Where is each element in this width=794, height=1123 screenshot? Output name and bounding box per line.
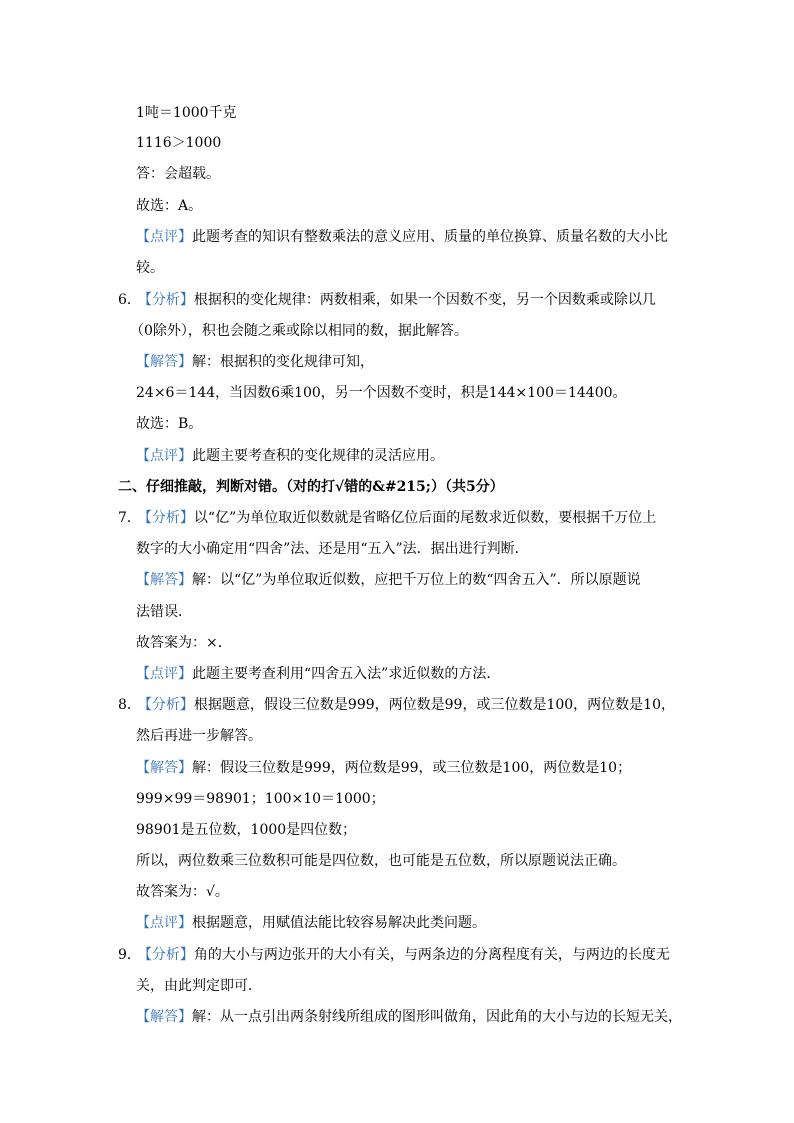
line-text: 以“亿”为单位取近似数就是省略亿位后面的尾数求近似数，要根据千万位上 <box>193 510 657 526</box>
question-number: 7． <box>118 510 141 526</box>
line-text: 数字的大小确定用“四舍”法、还是用“五入”法．据出进行判断． <box>136 541 529 557</box>
answer-tag: 【解答】 <box>136 1009 192 1025</box>
question-9-analysis <box>118 945 670 965</box>
line-text: 根据积的变化规律：两数相乘，如果一个因数不变，另一个因数乘或除以几 <box>193 292 656 308</box>
line-text: 解：以“亿”为单位取近似数，应把千万位上的数“四舍五入”．所以原题说 <box>192 572 641 588</box>
comment-tag: 【点评】 <box>136 448 192 464</box>
line-text: 较。 <box>136 260 164 276</box>
line-text: 此题主要考查积的变化规律的灵活应用。 <box>192 448 444 464</box>
line-text: 然后再进一步解答。 <box>136 728 262 744</box>
text-line <box>136 164 220 184</box>
answer-tag: 【解答】 <box>136 760 192 776</box>
analysis-tag: 【分析】 <box>144 697 194 713</box>
line-text: 故选：A。 <box>136 198 203 214</box>
section-heading <box>118 477 504 497</box>
analysis-tag: 【分析】 <box>144 947 194 963</box>
line-text: 解：假设三位数是999，两位数是99，或三位数是100，两位数是10； <box>192 760 632 776</box>
question-6-analysis <box>118 290 656 310</box>
text-line <box>136 103 237 123</box>
text-line <box>136 882 229 902</box>
comment-line <box>136 913 486 933</box>
question-number: 6． <box>118 292 141 308</box>
line-text: 解：从一点引出两条射线所组成的图形叫做角，因此角的大小与边的长短无关， <box>192 1009 682 1025</box>
text-line <box>136 539 529 559</box>
line-text: 24×6＝144，当因数6乘100，另一个因数不变时，积是144×100＝14400。 <box>136 385 627 401</box>
answer-line <box>136 352 374 372</box>
answer-tag: 【解答】 <box>136 572 192 588</box>
line-text: 根据题意，假设三位数是999，两位数是99，或三位数是100，两位数是10， <box>193 697 675 713</box>
question-7-analysis <box>118 508 656 528</box>
line-text: 故答案为：×． <box>136 635 232 651</box>
line-text: 此题主要考查利用“四舍五入法”求近似数的方法． <box>192 666 501 682</box>
answer-line <box>136 758 631 778</box>
text-line <box>136 976 262 996</box>
answer-line <box>136 570 641 590</box>
text-line <box>136 726 262 746</box>
answer-line <box>136 1007 682 1027</box>
text-line <box>136 383 627 403</box>
line-text: 答：会超载。 <box>136 166 220 182</box>
text-line <box>136 851 626 871</box>
line-text: 999×99＝98901；100×10＝1000； <box>136 791 385 807</box>
line-text: 根据题意，用赋值法能比较容易解决此类问题。 <box>192 915 486 931</box>
analysis-tag: 【分析】 <box>144 292 194 308</box>
comment-tag: 【点评】 <box>136 666 192 682</box>
text-line <box>136 820 356 840</box>
comment-tag: 【点评】 <box>136 915 192 931</box>
question-number: 8． <box>118 697 141 713</box>
text-line <box>136 789 385 809</box>
text-line <box>130 321 468 341</box>
text-line <box>136 602 192 622</box>
analysis-tag: 【分析】 <box>144 510 194 526</box>
comment-line <box>136 664 500 684</box>
text-line <box>136 414 202 434</box>
line-text: 关，由此判定即可． <box>136 978 262 994</box>
text-line <box>136 133 221 153</box>
comment-line <box>136 446 444 466</box>
question-number: 9． <box>118 947 141 963</box>
line-text: 故选：B。 <box>136 416 203 432</box>
line-text: 1116＞1000 <box>136 135 222 151</box>
line-text: 此题考查的知识有整数乘法的意义应用、质量的单位换算、质量名数的大小比 <box>192 229 668 245</box>
line-text: 角的大小与两边张开的大小有关，与两条边的分离程度有关，与两边的长度无 <box>193 947 670 963</box>
comment-tag: 【点评】 <box>136 229 192 245</box>
text-line <box>136 196 202 216</box>
line-text: 解：根据积的变化规律可知， <box>192 354 374 370</box>
comment-line <box>136 227 668 247</box>
line-text: 1吨＝1000千克 <box>136 105 237 121</box>
line-text: 法错误． <box>136 604 192 620</box>
text-line <box>136 633 232 653</box>
answer-tag: 【解答】 <box>136 354 192 370</box>
question-8-analysis <box>118 695 675 715</box>
section-heading-text: 二、仔细推敲，判断对错。（对的打√错的&#215;）（共5分） <box>118 479 504 495</box>
line-text: （0除外），积也会随之乘或除以相同的数，据此解答。 <box>130 323 468 339</box>
text-line <box>136 258 164 278</box>
line-text: 故答案为：√。 <box>136 884 229 900</box>
line-text: 98901是五位数，1000是四位数； <box>136 822 357 838</box>
line-text: 所以，两位数乘三位数积可能是四位数，也可能是五位数，所以原题说法正确。 <box>136 853 626 869</box>
